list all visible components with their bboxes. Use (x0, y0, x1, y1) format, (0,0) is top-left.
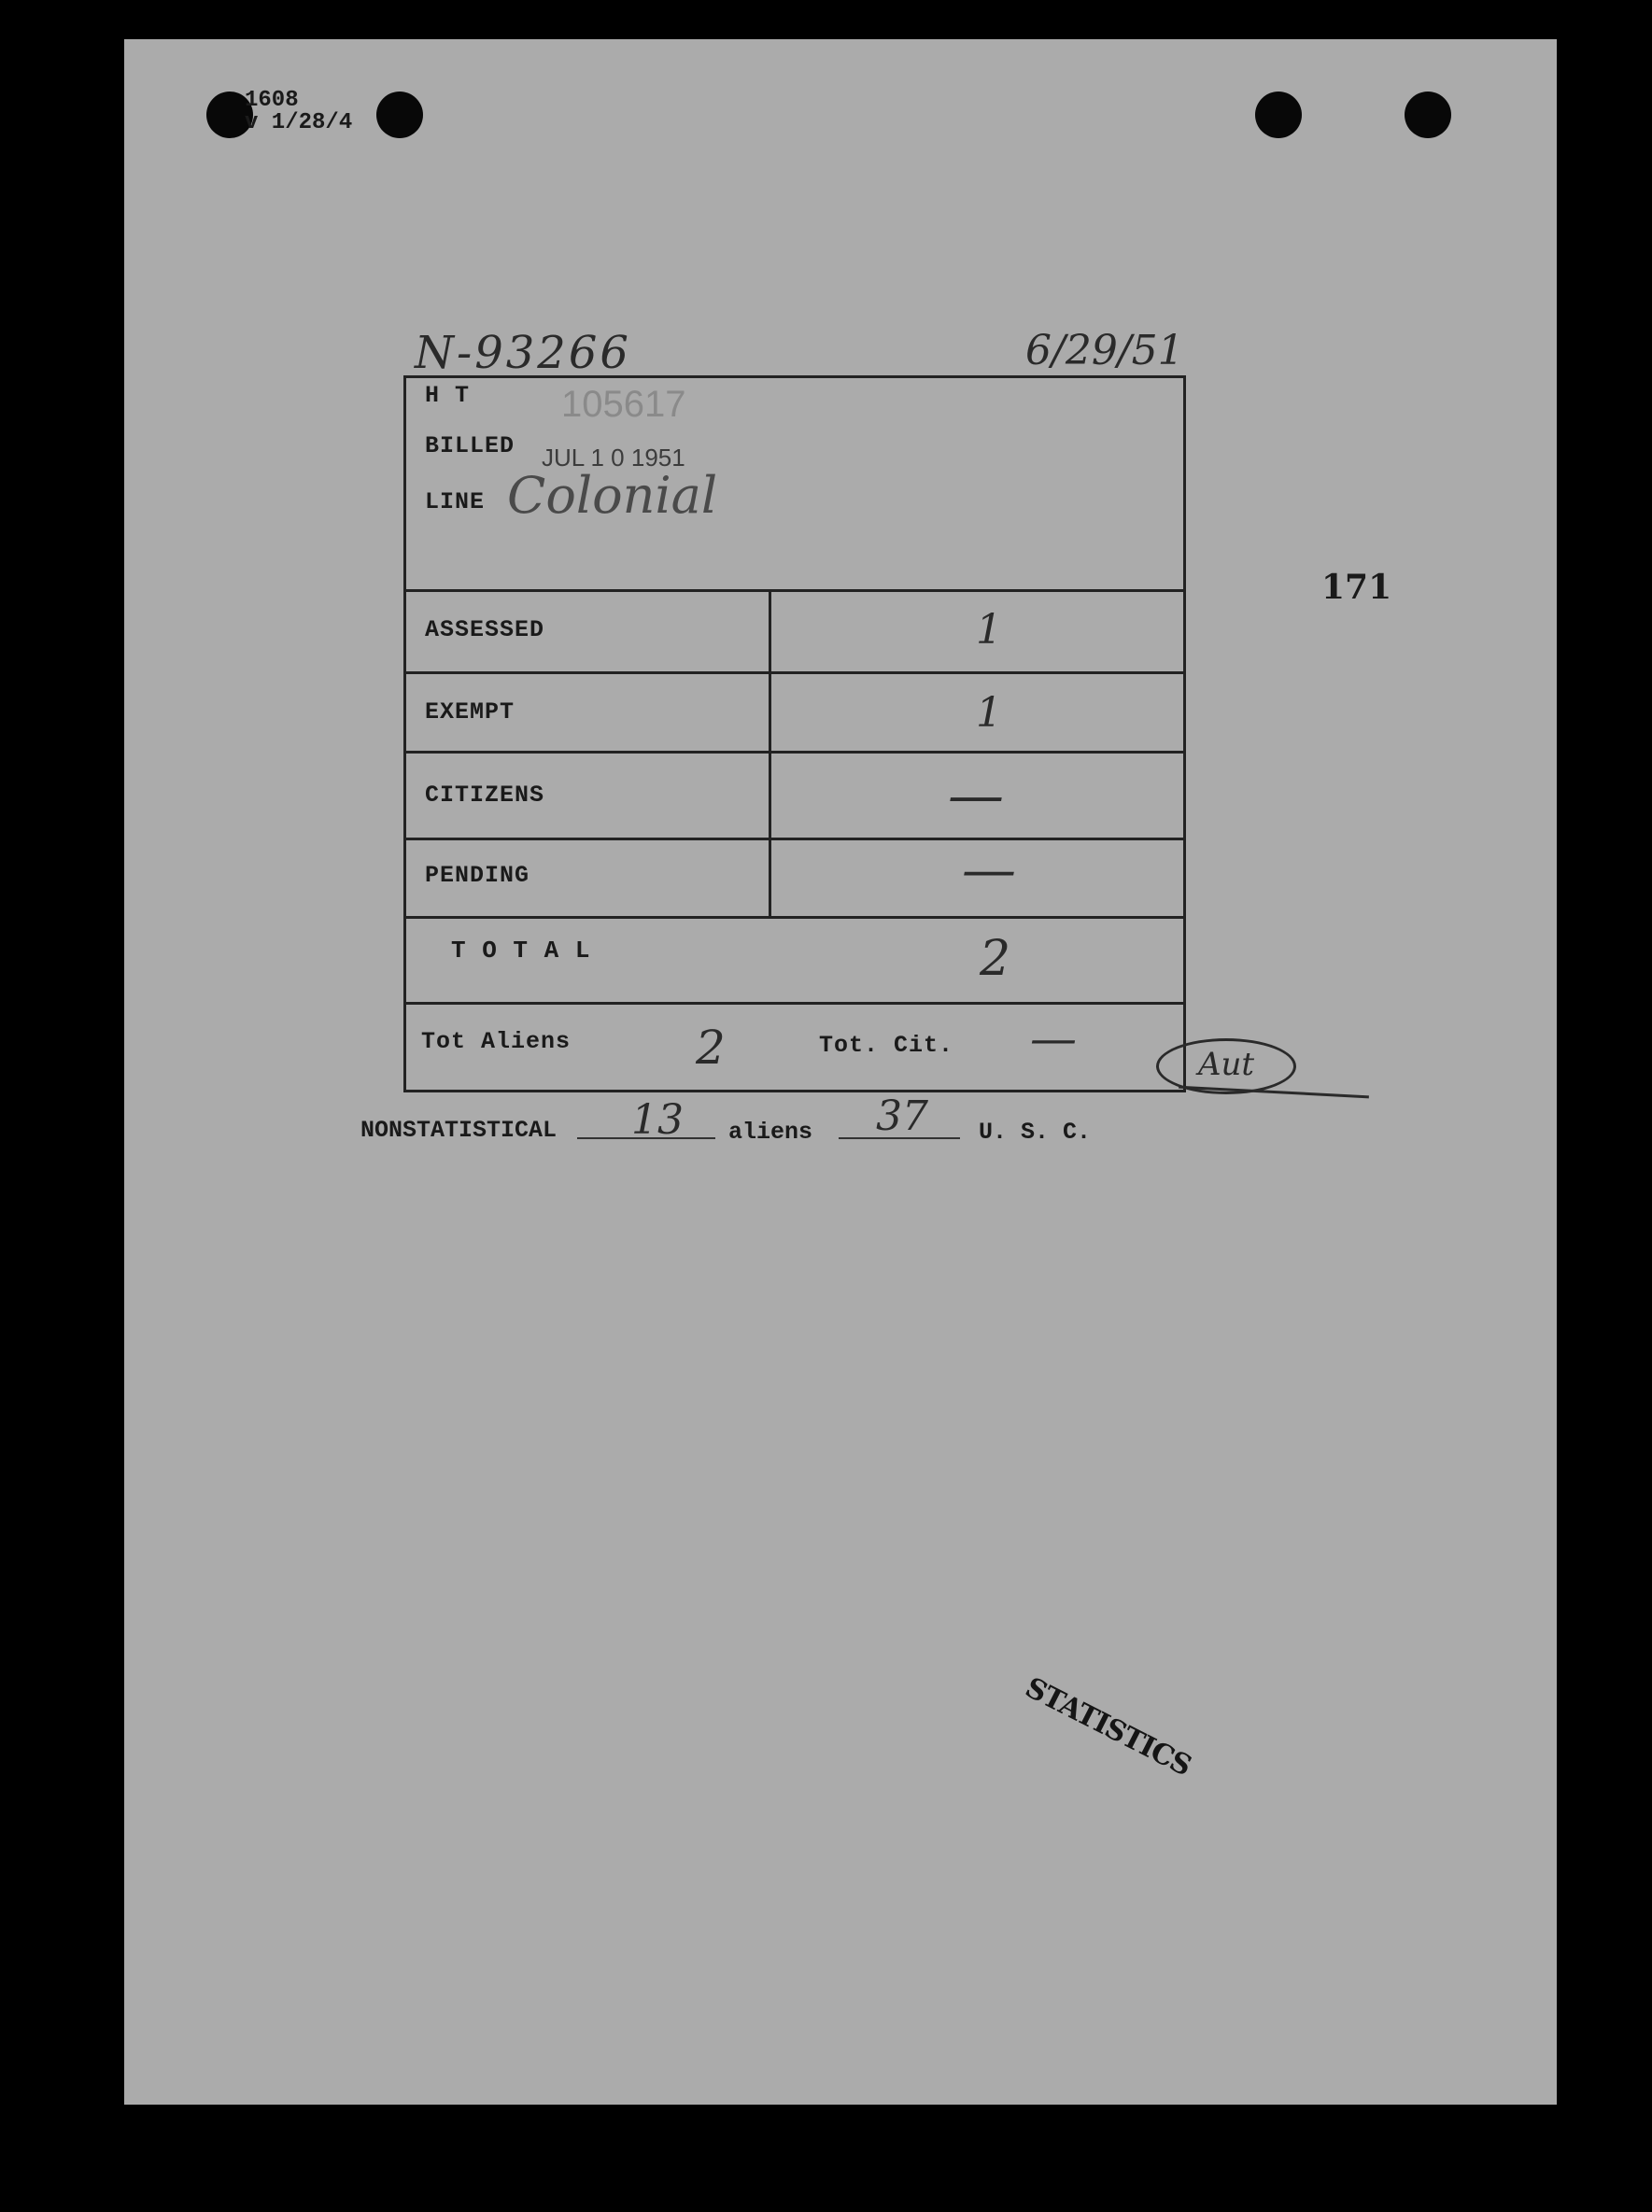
column-divider (769, 589, 771, 916)
file-number: N-93266 (415, 327, 631, 379)
header-date: 6/29/51 (1025, 327, 1184, 374)
form-reference (245, 90, 352, 134)
form-number: 1608 (245, 88, 299, 113)
divider (406, 671, 1183, 674)
row-value-pending: — (962, 838, 1016, 901)
nonstatistical-usc-value: 37 (876, 1092, 928, 1140)
divider (406, 916, 1183, 919)
divider (406, 838, 1183, 840)
billed-label: BILLED (425, 432, 515, 459)
row-label-pending: PENDING (425, 862, 530, 889)
side-number: 171 (1321, 568, 1392, 607)
statistics-form (403, 375, 1186, 1092)
nonstatistical-usc-label: U. S. C. (979, 1119, 1092, 1146)
nonstatistical-aliens-label: aliens (728, 1119, 813, 1146)
initials-mark: Aut (1156, 1038, 1296, 1094)
ht-label: H T (425, 382, 471, 409)
divider (406, 589, 1183, 592)
tot-cit-value: — (1030, 1011, 1077, 1065)
divider (406, 751, 1183, 754)
billed-date: JUL 1 0 1951 (542, 444, 685, 472)
punch-hole (1255, 92, 1302, 138)
total-label: T O T A L (451, 937, 591, 965)
total-value: 2 (980, 931, 1011, 987)
form-revision: v 1/28/4 (245, 110, 353, 135)
punch-hole (1405, 92, 1451, 138)
row-label-citizens: CITIZENS (425, 782, 545, 809)
row-label-exempt: EXEMPT (425, 698, 515, 726)
ht-number: 105617 (561, 384, 686, 425)
nonstatistical-label: NONSTATISTICAL (360, 1117, 558, 1144)
tot-cit-label: Tot. Cit. (819, 1032, 954, 1059)
nonstatistical-aliens-value: 13 (631, 1096, 684, 1144)
row-label-assessed: ASSESSED (425, 616, 545, 643)
tot-aliens-value: 2 (696, 1021, 726, 1075)
row-value-citizens: — (948, 763, 1004, 828)
statistics-stamp: STATISTICS (1020, 1671, 1196, 1783)
punch-hole (376, 92, 423, 138)
tot-aliens-label: Tot Aliens (421, 1028, 572, 1055)
row-value-exempt: 1 (976, 689, 1002, 737)
divider (406, 1002, 1183, 1005)
row-value-assessed: 1 (976, 606, 1002, 654)
line-value: Colonial (507, 466, 718, 525)
line-label: LINE (425, 488, 486, 515)
